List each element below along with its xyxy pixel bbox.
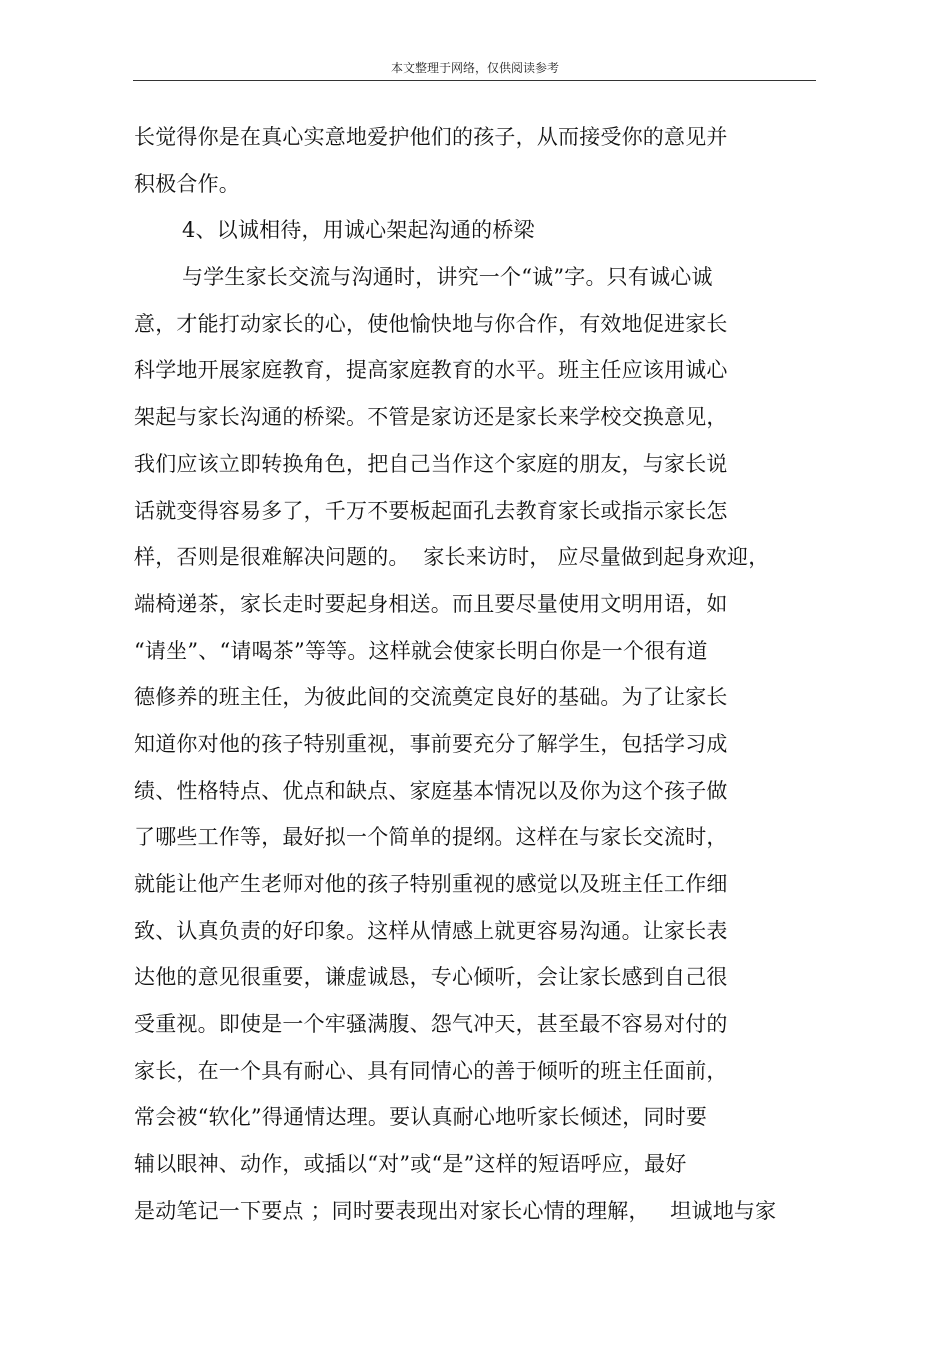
text-line: 了哪些工作等，最好拟一个简单的提纲。这样在与家长交流时， xyxy=(134,825,728,850)
text-line: 常会被“软化”得通情达理。要认真耐心地听家长倾述，同时要 xyxy=(134,1105,708,1130)
text-line: 意，才能打动家长的心，使他愉快地与你合作，有效地促进家长 xyxy=(134,311,728,336)
text-line: 架起与家长沟通的桥梁。不管是家访还是家长来学校交换意见， xyxy=(134,405,728,430)
text-line: 家长，在一个具有耐心、具有同情心的善于倾听的班主任面前， xyxy=(134,1058,728,1083)
text-line: 我们应该立即转换角色，把自己当作这个家庭的朋友，与家长说 xyxy=(134,451,728,476)
text-line: 受重视。即使是一个牢骚满腹、怨气冲天，甚至最不容易对付的 xyxy=(134,1012,728,1037)
text-line: 样，否则是很难解决问题的。 家长来访时， 应尽量做到起身欢迎， xyxy=(134,545,770,570)
body-text xyxy=(134,114,834,1235)
text-line: 与学生家长交流与沟通时，讲究一个“诚”字。只有诚心诚 xyxy=(182,265,713,290)
text-line: “请坐”、“请喝茶”等等。这样就会使家长明白你是一个很有道 xyxy=(134,638,708,663)
section-heading: 4、以诚相待，用诚心架起沟通的桥梁 xyxy=(182,218,535,243)
text-line: 致、认真负责的好印象。这样从情感上就更容易沟通。让家长表 xyxy=(134,918,728,943)
text-line: 科学地开展家庭教育，提高家庭教育的水平。班主任应该用诚心 xyxy=(134,358,728,383)
page-header: 本文整理于网络，仅供阅读参考 xyxy=(390,61,559,75)
text-line: 积极合作。 xyxy=(134,171,240,196)
text-line: 德修养的班主任，为彼此间的交流奠定良好的基础。为了让家长 xyxy=(134,685,728,710)
text-line: 知道你对他的孩子特别重视，事前要充分了解学生，包括学习成 xyxy=(134,731,728,756)
text-line: 达他的意见很重要，谦虚诚恳，专心倾听，会让家长感到自己很 xyxy=(134,965,728,990)
text-line: 绩、性格特点、优点和缺点、家庭基本情况以及你为这个孩子做 xyxy=(134,778,728,803)
text-line: 就能让他产生老师对他的孩子特别重视的感觉以及班主任工作细 xyxy=(134,872,728,896)
text-line: 长觉得你是在真心实意地爱护他们的孩子，从而接受你的意见并 xyxy=(134,125,728,149)
text-line: 是动笔记一下要点 ；同时要表现出对家长心情的理解， 坦诚地与家 xyxy=(134,1198,777,1223)
header-divider xyxy=(133,80,816,81)
text-line: 辅以眼神、动作，或插以“对”或“是”这样的短语呼应，最好 xyxy=(134,1152,687,1177)
text-line: 端椅递茶，家长走时要起身相送。而且要尽量使用文明用语，如 xyxy=(134,591,728,616)
text-line: 话就变得容易多了，千万不要板起面孔去教育家长或指示家长怎 xyxy=(134,498,728,523)
